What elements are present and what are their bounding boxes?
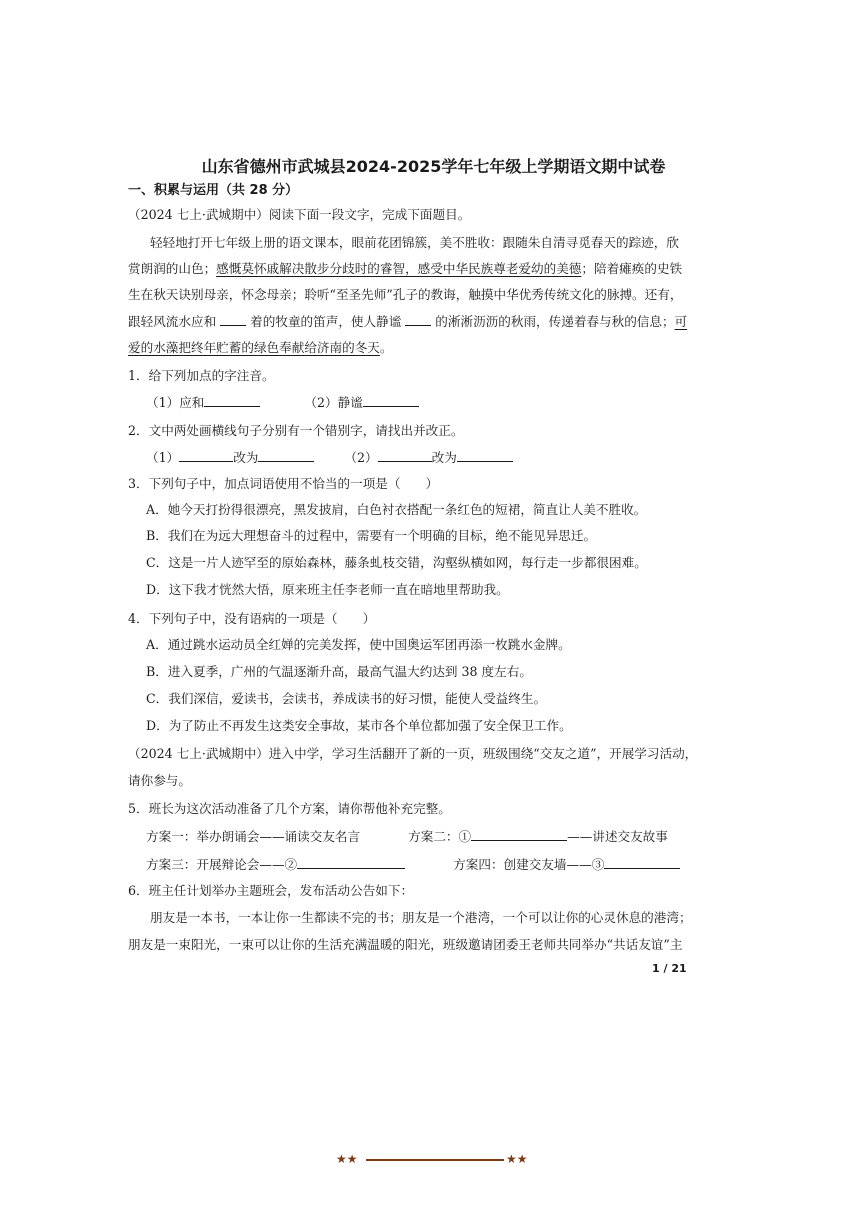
question-1-stem: 1．给下列加点的字注音。 [128,368,275,383]
passage-line-3: 生在秋天诀别母亲，怀念母亲；聆听“至圣先师”孔子的教诲，触摸中华优秀传统文化的脉搏。还有， [128,287,683,302]
answer-blank [258,449,314,462]
exam-title: 山东省德州市武城县2024-2025学年七年级上学期语文期中试卷 [201,157,666,176]
star-icon: ★★ [336,1152,358,1166]
question-5-stem: 5．班长为这次活动准备了几个方案，请你帮他补充完整。 [128,801,451,816]
question-6-notice-line-1: 朋友是一本书，一本让你一生都读不完的书；朋友是一个港湾，一个可以让你的心灵休息的港湾； [150,910,692,925]
question-3-option-d: D．这下我才恍然大悟，原来班主任李老师一直在暗地里帮助我。 [146,582,509,597]
answer-blank [297,856,405,869]
question-1-answers: （1）应和 （2）静谧 [146,394,419,411]
underlined-sentence-1: 感慨莫怀戚解决散步分歧时的睿智，感受中华民族尊老爱幼的美德 [216,261,582,276]
answer-blank [604,856,680,869]
answer-blank [179,449,233,462]
question-3-option-b: B．我们在为远大理想奋斗的过程中，需要有一个明确的目标，绝不能见异思迁。 [146,528,597,543]
blank-1 [220,313,246,326]
answer-blank [457,449,513,462]
section-heading: 一、积累与运用（共 28 分） [128,183,299,198]
reading-intro: （2024 七上·武城期中）阅读下面一段文字，完成下面题目。 [128,207,471,222]
footer-divider [366,1159,504,1161]
question-4-stem: 4．下列句子中，没有语病的一项是（ ） [128,611,376,626]
question-4-option-b: B．进入夏季，广州的气温逐渐升高，最高气温大约达到 38 度左右。 [146,664,532,679]
activity-intro-line-2: 请你参与。 [128,773,191,788]
answer-blank [471,828,567,841]
answer-blank [378,449,432,462]
star-icon: ★★ [506,1152,528,1166]
answer-blank [204,394,260,407]
question-3-stem: 3．下列句子中，加点词语使用不恰当的一项是（ ） [128,476,439,491]
question-6-stem: 6．班主任计划举办主题班会，发布活动公告如下： [128,883,414,898]
question-3-option-a: A．她今天打扮得很漂亮，黑发披肩，白色衬衣搭配一条红色的短裙，简直让人美不胜收。 [146,502,647,517]
passage-line-4: 跟轻风流水应和 着的牧童的笛声，使人静谧 的淅淅沥沥的秋雨，传递着春与秋的信息；可 [128,314,688,329]
page-number: 1 / 21 [652,962,687,975]
question-4-option-c: C．我们深信，爱读书，会读书，养成读书的好习惯，能使人受益终生。 [146,691,547,706]
passage-line-1: 轻轻地打开七年级上册的语文课本，眼前花团锦簇，美不胜收：跟随朱自清寻觅春天的踪迹，欣 [150,235,679,250]
question-3-option-c: C．这是一片人迹罕至的原始森林，藤条虬枝交错，沟壑纵横如网，每行走一步都很困难。 [146,555,647,570]
question-4-option-a: A．通过跳水运动员全红婵的完美发挥，使中国奥运军团再添一枚跳水金牌。 [146,637,571,652]
passage-line-5: 爱的水藻把终年贮蓄的绿色奉献给济南的冬天。 [128,340,393,355]
blank-2 [405,313,431,326]
question-5-plans-row-1: 方案一：举办朗诵会——诵读交友名言 方案二：① ——讲述交友故事 [146,829,668,844]
question-4-option-d: D．为了防止不再发生这类安全事故，某市各个单位都加强了安全保卫工作。 [146,718,572,733]
activity-intro-line-1: （2024 七上·武城期中）进入中学，学习生活翻开了新的一页，班级围绕“交友之道”，开展学习活动， [128,746,698,761]
answer-blank [363,394,419,407]
question-2-stem: 2．文中两处画横线句子分别有一个错别字，请找出并改正。 [128,423,464,438]
question-2-answers: （1） 改为 （2） 改为 [146,449,513,466]
passage-line-2: 赏朗润的山色；感慨莫怀戚解决散步分歧时的睿智，感受中华民族尊老爱幼的美德；陪着瘫痪的史铁 [128,261,683,276]
underlined-sentence-2: 爱的水藻把终年贮蓄的绿色奉献给济南的冬天 [128,340,380,355]
question-6-notice-line-2: 朋友是一束阳光，一束可以让你的生活充满温暖的阳光，班级邀请团委王老师共同举办“共话友谊”主 [128,937,683,952]
question-5-plans-row-2: 方案三：开展辩论会——② 方案四：创建交友墙——③ [146,856,680,873]
footer-ornament [336,1150,532,1168]
